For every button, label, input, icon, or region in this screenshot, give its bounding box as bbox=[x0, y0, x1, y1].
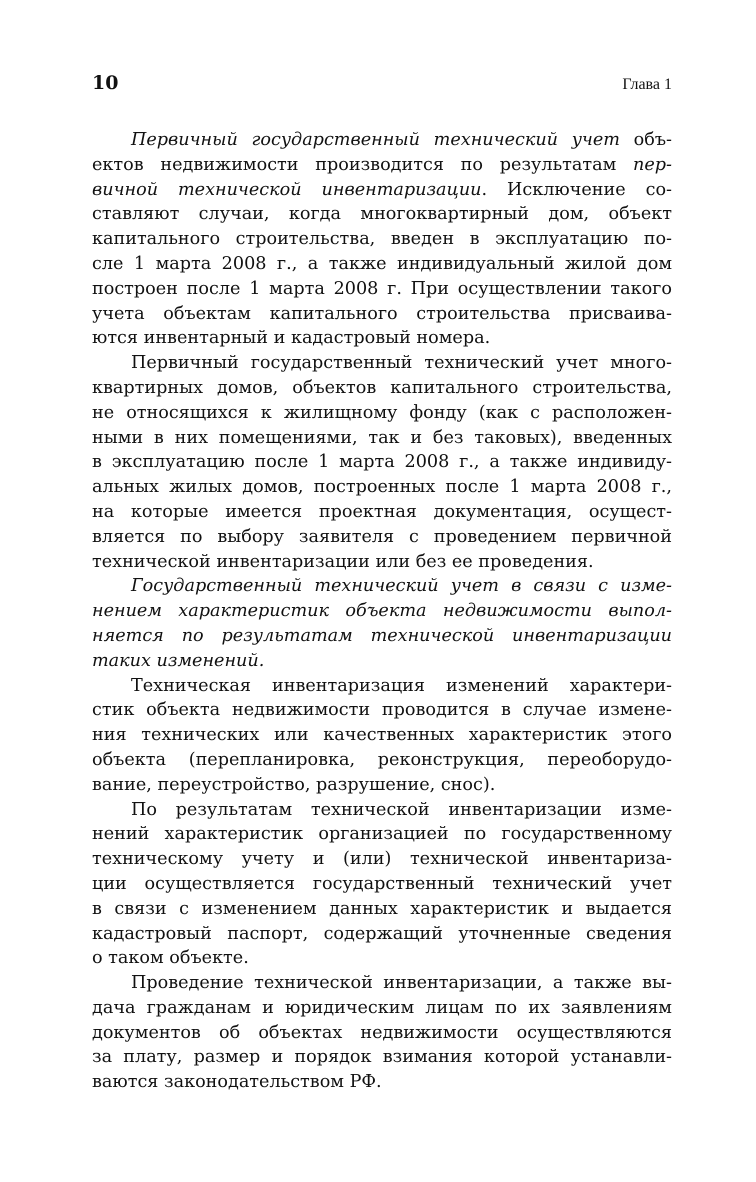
text-run: . Исключение со- bbox=[481, 179, 672, 200]
text-run: ции осуществляется государственный технический учет bbox=[92, 873, 672, 894]
text-run: за плату, размер и порядок взимания которой устанавли- bbox=[92, 1047, 672, 1068]
italic-run: Первичный государственный технический учет bbox=[131, 130, 620, 150]
text-line bbox=[92, 1021, 672, 1046]
text-run: ваются законодательством РФ. bbox=[92, 1072, 382, 1093]
text-line bbox=[92, 500, 672, 525]
text-line bbox=[92, 574, 672, 599]
text-line bbox=[92, 1070, 672, 1095]
text-run: документов об объектах недвижимости осуществляются bbox=[92, 1022, 672, 1043]
italic-run: нением характеристик объекта недвижимости выпол- bbox=[92, 601, 672, 622]
text-line bbox=[92, 326, 672, 351]
italic-run: Государственный технический учет в связи с изме- bbox=[131, 576, 672, 597]
paragraph bbox=[92, 351, 672, 574]
text-line bbox=[92, 996, 672, 1021]
text-run: построен после 1 марта 2008 г. При осуществлении такого bbox=[92, 278, 672, 299]
text-line bbox=[92, 252, 672, 277]
text-run: объекта (перепланировка, реконструкция, переоборудо- bbox=[92, 749, 672, 770]
text-run: Техническая инвентаризация изменений характери- bbox=[131, 675, 672, 696]
text-run: ставляют случаи, когда многоквартирный дом, объект bbox=[92, 204, 672, 225]
text-line bbox=[92, 723, 672, 748]
text-run: вляется по выбору заявителя с проведением первичной bbox=[92, 526, 672, 547]
text-line bbox=[92, 872, 672, 897]
text-line bbox=[92, 897, 672, 922]
text-run: ются инвентарный и кадастровый номера. bbox=[92, 328, 491, 349]
text-run: вание, переустройство, разрушение, снос). bbox=[92, 774, 496, 795]
text-line bbox=[92, 128, 672, 153]
italic-run: няется по результатам технической инвентаризации bbox=[92, 625, 672, 646]
chapter-title: Глава 1 bbox=[622, 76, 672, 93]
text-run: квартирных домов, объектов капитального строительства, bbox=[92, 377, 672, 398]
text-run: стик объекта недвижимости проводится в случае измене- bbox=[92, 700, 672, 721]
text-run: в связи с изменением данных характеристик и выдается bbox=[92, 898, 672, 919]
text-line bbox=[92, 426, 672, 451]
text-line bbox=[92, 599, 672, 624]
text-run: ектов недвижимости производится по результатам bbox=[92, 154, 634, 175]
paragraph bbox=[92, 798, 672, 972]
text-run: о таком объекте. bbox=[92, 948, 249, 969]
text-line bbox=[92, 698, 672, 723]
text-run: сле 1 марта 2008 г., а также индивидуальный жилой дом bbox=[92, 253, 672, 274]
body-text bbox=[92, 128, 672, 1095]
text-line bbox=[92, 302, 672, 327]
text-run: альных жилых домов, построенных после 1 марта 2008 г., bbox=[92, 477, 672, 498]
text-line bbox=[92, 624, 672, 649]
text-line bbox=[92, 1045, 672, 1070]
text-run: Первичный государственный технический учет много- bbox=[131, 353, 672, 374]
text-run: техническому учету и (или) технической инвентариза- bbox=[92, 849, 672, 870]
text-line bbox=[92, 351, 672, 376]
text-run: капитального строительства, введен в эксплуатацию по- bbox=[92, 229, 672, 250]
text-run: на которые имеется проектная документация, осущест- bbox=[92, 501, 672, 522]
text-run: учета объектам капитального строительства присваива- bbox=[92, 303, 672, 324]
text-run: кадастровый паспорт, содержащий уточненные сведения bbox=[92, 923, 672, 944]
text-line bbox=[92, 748, 672, 773]
text-run: ными в них помещениями, так и без таковых), введенных bbox=[92, 427, 672, 448]
paragraph bbox=[92, 674, 672, 798]
text-line bbox=[92, 822, 672, 847]
text-line bbox=[92, 178, 672, 203]
paragraph bbox=[92, 128, 672, 351]
text-run: технической инвентаризации или без ее проведения. bbox=[92, 551, 594, 572]
text-line bbox=[92, 946, 672, 971]
text-run: не относящихся к жилищному фонду (как с расположен- bbox=[92, 402, 672, 423]
page-number: 10 bbox=[92, 72, 119, 94]
text-run: в эксплуатацию после 1 марта 2008 г., а также индивиду- bbox=[92, 452, 672, 473]
text-line bbox=[92, 153, 672, 178]
italic-run: вичной технической инвентаризации bbox=[92, 179, 482, 200]
text-run: По результатам технической инвентаризации изме- bbox=[131, 799, 672, 820]
text-line bbox=[92, 202, 672, 227]
paragraph bbox=[92, 971, 672, 1095]
text-line bbox=[92, 450, 672, 475]
text-line bbox=[92, 922, 672, 947]
text-line bbox=[92, 773, 672, 798]
paragraph bbox=[92, 574, 672, 673]
text-line bbox=[92, 847, 672, 872]
text-line bbox=[92, 376, 672, 401]
text-line bbox=[92, 649, 672, 674]
text-line bbox=[92, 798, 672, 823]
text-line bbox=[92, 525, 672, 550]
text-line bbox=[92, 550, 672, 575]
text-line bbox=[92, 227, 672, 252]
text-line bbox=[92, 971, 672, 996]
text-run: нений характеристик организацией по государственному bbox=[92, 824, 672, 845]
italic-run: таких изменений. bbox=[92, 650, 265, 671]
text-line bbox=[92, 674, 672, 699]
text-run: Проведение технической инвентаризации, а также вы- bbox=[131, 973, 672, 994]
italic-run: пер- bbox=[633, 154, 672, 175]
text-run: ния технических или качественных характеристик этого bbox=[92, 725, 672, 746]
text-run: дача гражданам и юридическим лицам по их заявлениям bbox=[92, 997, 672, 1018]
running-header bbox=[92, 72, 672, 96]
text-line bbox=[92, 401, 672, 426]
text-run: объ- bbox=[619, 130, 672, 150]
text-line bbox=[92, 277, 672, 302]
text-line bbox=[92, 475, 672, 500]
